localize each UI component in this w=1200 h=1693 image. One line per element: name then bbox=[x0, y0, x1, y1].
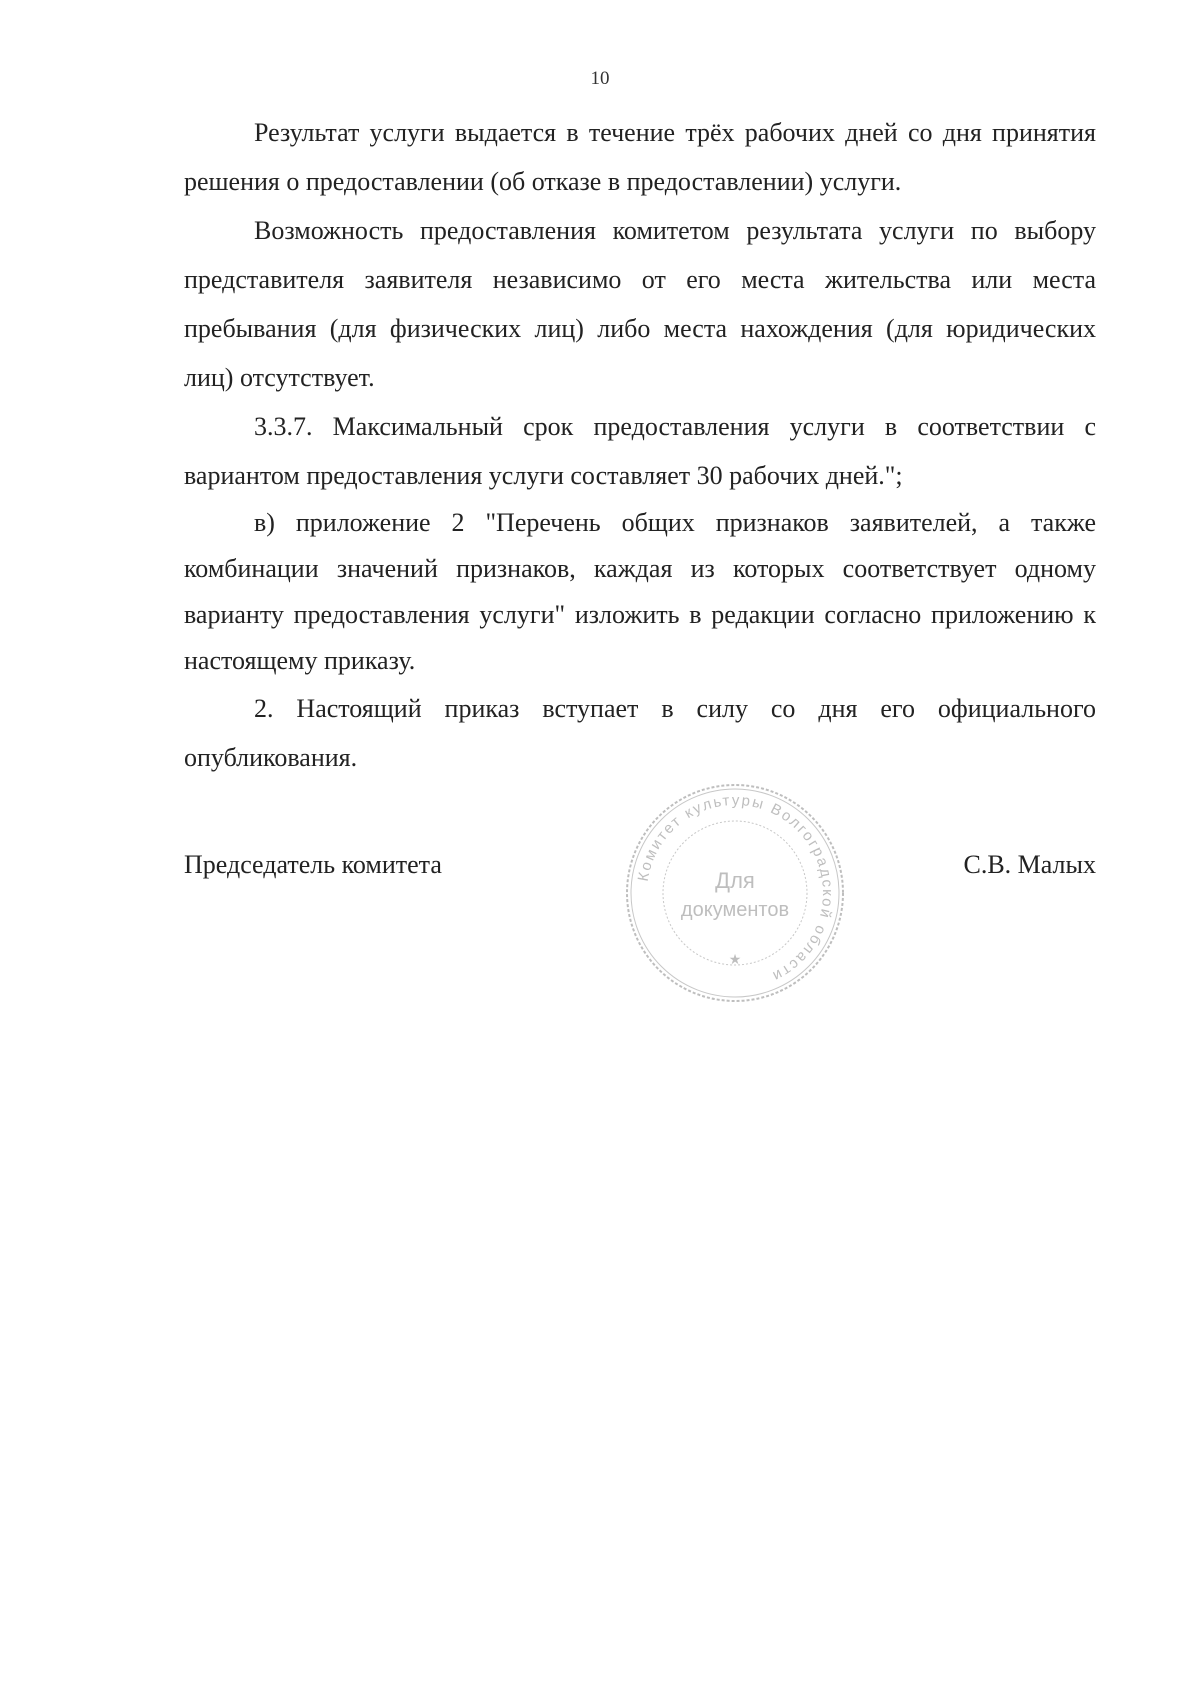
paragraph-appendix-2: в) приложение 2 "Перечень общих признаков заявителей, а также комбинации значений признаков, каждая из которых соответствует одному варианту предоставления услуги" изложить в редакции согласно приложению к настоящему приказу. bbox=[184, 508, 1096, 675]
seal-center-line2: документов bbox=[680, 899, 790, 921]
page-number: 10 bbox=[590, 68, 610, 89]
paragraph-result-issuance: Результат услуги выдается в течение трёх рабочих дней со дня принятия решения о предоставлении (об отказе в предоставлении) услуги. bbox=[184, 118, 1096, 196]
seal-ring-text: Комитет культуры Волгоградской области bbox=[634, 791, 837, 986]
seal-center-line1: Для bbox=[715, 868, 755, 893]
official-seal bbox=[620, 778, 850, 1008]
signatory-name: С.В. Малых bbox=[963, 850, 1096, 879]
paragraph-extraterritorial: Возможность предоставления комитетом результата услуги по выбору представителя заявителя независимо от его места жительства или места пребывания (для физических лиц) либо места нахождения (для юридических лиц) отсутствует. bbox=[184, 216, 1096, 392]
paragraph-entry-into-force: 2. Настоящий приказ вступает в силу со дня его официального опубликования. bbox=[184, 694, 1096, 772]
paragraph-max-term: 3.3.7. Максимальный срок предоставления услуги в соответствии с вариантом предоставления услуги составляет 30 рабочих дней."; bbox=[184, 412, 1096, 490]
signatory-title: Председатель комитета bbox=[184, 850, 442, 879]
seal-star-icon: ★ bbox=[728, 951, 742, 967]
document-body bbox=[184, 108, 1096, 782]
seal-graphic bbox=[620, 778, 850, 1008]
